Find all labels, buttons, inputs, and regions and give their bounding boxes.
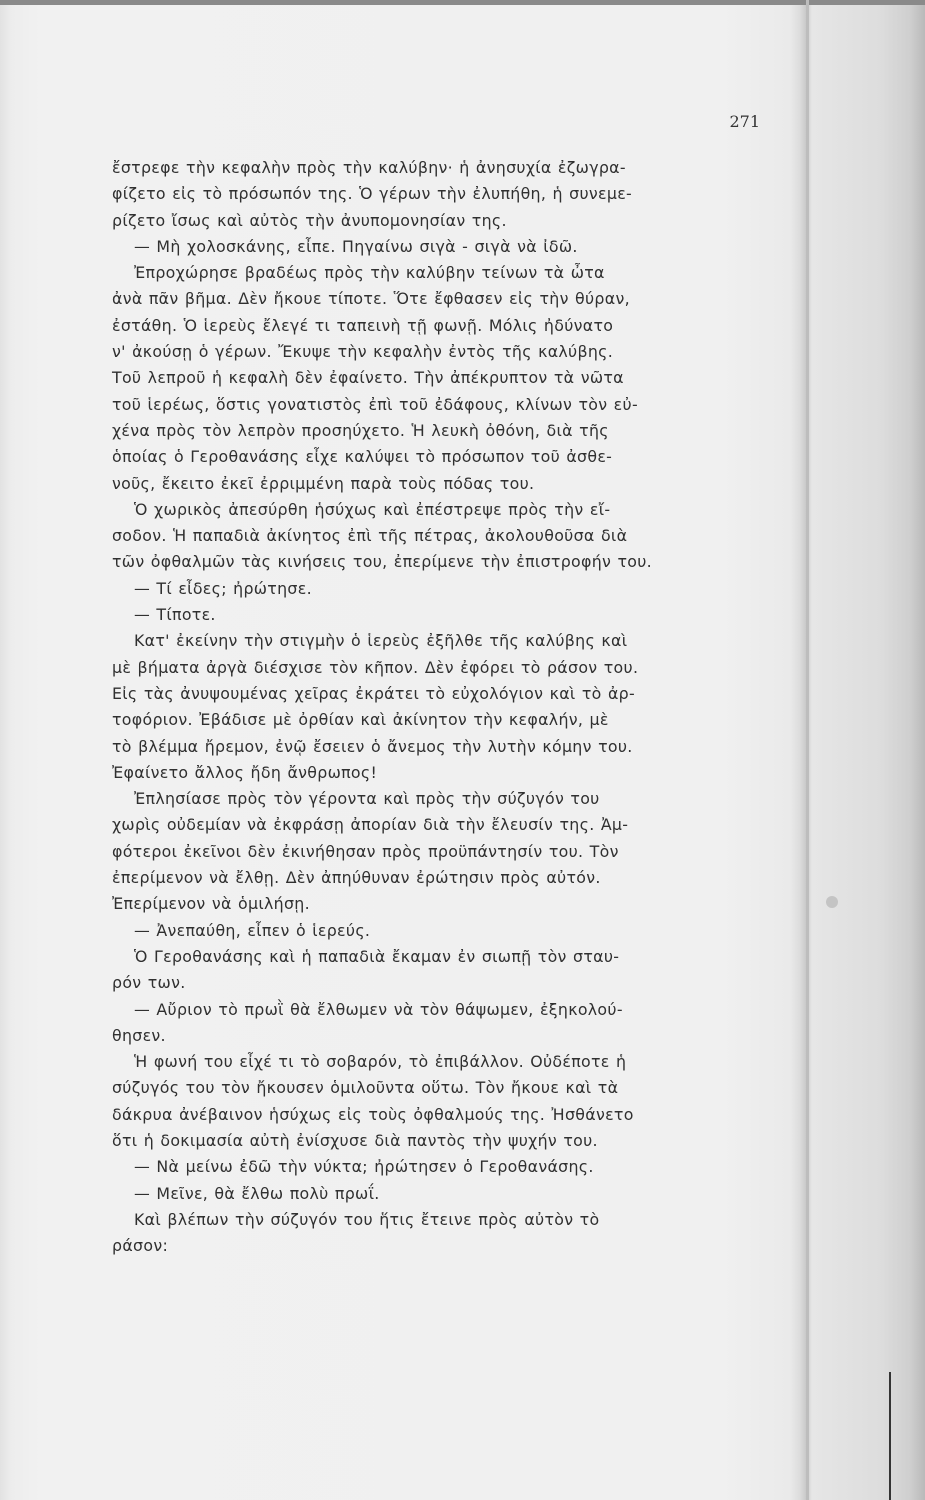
text-line: ρίζετο ἴσως καὶ αὐτὸς τὴν ἀνυπομονησίαν της.: [112, 210, 507, 230]
text-line: Καὶ βλέπων τὴν σύζυγόν του ἥτις ἔτεινε πρὸς αὐτὸν τὸ: [134, 1209, 600, 1229]
body-text: [112, 155, 760, 1259]
text-line: μὲ βήματα ἀργὰ διέσχισε τὸν κῆπον. Δὲν ἐφόρει τὸ ράσον του.: [112, 657, 639, 677]
text-line: — Τί εἶδες; ἠρώτησε.: [134, 578, 312, 598]
text-line: νοῦς, ἔκειτο ἐκεῖ ἐρριμμένη παρὰ τοὺς πόδας του.: [112, 473, 535, 493]
page-number: 271: [729, 112, 760, 131]
text-line: — Μεῖνε, θὰ ἔλθω πολὺ πρωΐ.: [134, 1183, 380, 1203]
text-line: ἐπερίμενον νὰ ἔλθῃ. Δὲν ἀπηύθυναν ἐρώτησιν πρὸς αὐτόν.: [112, 868, 601, 888]
text-line: ὅτι ἡ δοκιμασία αὐτὴ ἐνίσχυσε διὰ παντὸς τὴν ψυχήν του.: [112, 1130, 598, 1150]
text-line: σοδον. Ἡ παπαδιὰ ἀκίνητος ἐπὶ τῆς πέτρας, ἀκολουθοῦσα διὰ: [112, 526, 628, 546]
text-line: Ἐπερίμενον νὰ ὁμιλήσῃ.: [112, 894, 310, 914]
page-top-edge: [0, 0, 925, 5]
text-line: σύζυγός του τὸν ἤκουσεν ὁμιλοῦντα οὕτω. Τὸν ἤκουε καὶ τὰ: [112, 1078, 619, 1098]
text-line: φότεροι ἐκεῖνοι δὲν ἐκινήθησαν πρὸς προϋπάντησίν του. Τὸν: [112, 841, 619, 861]
text-line: τὸ βλέμμα ἤρεμον, ἐνῷ ἔσειεν ὁ ἄνεμος τὴν λυτὴν κόμην του.: [112, 736, 633, 756]
text-line: Τοῦ λεπροῦ ἡ κεφαλὴ δὲν ἐφαίνετο. Τὴν ἀπέκρυπτον τὰ νῶτα: [112, 368, 624, 388]
text-line: τοφόριον. Ἐβάδισε μὲ ὀρθίαν καὶ ἀκίνητον τὴν κεφαλήν, μὲ: [112, 710, 609, 730]
text-line: ρόν των.: [112, 973, 186, 993]
text-line: θησεν.: [112, 1025, 166, 1045]
text-line: — Νὰ μείνω ἐδῶ τὴν νύκτα; ἠρώτησεν ὁ Γεροθανάσης.: [134, 1157, 594, 1177]
scan-mark: [826, 896, 838, 908]
text-line: τοῦ ἱερέως, ὅστις γονατιστὸς ἐπὶ τοῦ ἐδάφους, κλίνων τὸν εὐ-: [112, 394, 638, 414]
text-line: χένα πρὸς τὸν λεπρὸν προσηύχετο. Ἡ λευκὴ ὀθόνη, διὰ τῆς: [112, 420, 609, 440]
text-line: Ἐφαίνετο ἄλλος ἤδη ἄνθρωπος!: [112, 762, 378, 782]
text-line: Ἡ φωνή του εἶχέ τι τὸ σοβαρόν, τὸ ἐπιβάλλον. Οὐδέποτε ἡ: [134, 1052, 627, 1072]
text-line: Κατ' ἐκείνην τὴν στιγμὴν ὁ ἱερεὺς ἐξῆλθε τῆς καλύβης καὶ: [134, 631, 628, 651]
text-line: Ὁ χωρικὸς ἀπεσύρθη ἡσύχως καὶ ἐπέστρεψε πρὸς τὴν εἴ-: [134, 499, 611, 519]
text-line: Ἐπλησίασε πρὸς τὸν γέροντα καὶ πρὸς τὴν σύζυγόν του: [134, 789, 600, 809]
text-line: Εἰς τὰς ἀνυψουμένας χεῖρας ἐκράτει τὸ εὐχολόγιον καὶ τὸ ἀρ-: [112, 683, 636, 703]
adjacent-page-edge: [806, 0, 809, 1500]
text-line: — Μὴ χολοσκάνης, εἶπε. Πηγαίνω σιγὰ - σιγὰ νὰ ἰδῶ.: [134, 236, 578, 256]
text-line: φίζετο εἰς τὸ πρόσωπόν της. Ὁ γέρων τὴν ἐλυπήθη, ἡ συνεμε-: [112, 184, 633, 204]
text-line: — Τίποτε.: [134, 605, 216, 625]
text-line: ὁποίας ὁ Γεροθανάσης εἶχε καλύψει τὸ πρόσωπον τοῦ ἀσθε-: [112, 447, 613, 467]
text-line: — Ἀνεπαύθη, εἶπεν ὁ ἱερεύς.: [134, 920, 371, 940]
text-line: — Αὔριον τὸ πρωῒ θὰ ἔλθωμεν νὰ τὸν θάψωμεν, ἐξηκολού-: [134, 999, 623, 1019]
text-line: Ὁ Γεροθανάσης καὶ ἡ παπαδιὰ ἔκαμαν ἐν σιωπῇ τὸν σταυ-: [134, 946, 620, 966]
text-line: ράσον:: [112, 1236, 169, 1256]
scan-edge-line: [889, 1372, 891, 1500]
text-line: τῶν ὀφθαλμῶν τὰς κινήσεις του, ἐπερίμενε τὴν ἐπιστροφήν του.: [112, 552, 652, 572]
text-line: ν' ἀκούσῃ ὁ γέρων. Ἔκυψε τὴν κεφαλὴν ἐντὸς τῆς καλύβης.: [112, 342, 614, 362]
text-line: χωρὶς οὐδεμίαν νὰ ἐκφράσῃ ἀπορίαν διὰ τὴν ἔλευσίν της. Ἀμ-: [112, 815, 629, 835]
text-line: ἔστρεφε τὴν κεφαλὴν πρὸς τὴν καλύβην· ἡ ἀνησυχία ἐζωγρα-: [112, 158, 626, 177]
text-line: ἀνὰ πᾶν βῆμα. Δὲν ἤκουε τίποτε. Ὅτε ἔφθασεν εἰς τὴν θύραν,: [112, 289, 630, 309]
text-line: Ἐπροχώρησε βραδέως πρὸς τὴν καλύβην τείνων τὰ ὦτα: [134, 263, 605, 283]
text-line: δάκρυα ἀνέβαινον ἡσύχως εἰς τοὺς ὀφθαλμούς της. Ἠσθάνετο: [112, 1104, 634, 1124]
text-line: ἐστάθη. Ὁ ἱερεὺς ἔλεγέ τι ταπεινὴ τῇ φωνῇ. Μόλις ἠδύνατο: [112, 315, 614, 335]
